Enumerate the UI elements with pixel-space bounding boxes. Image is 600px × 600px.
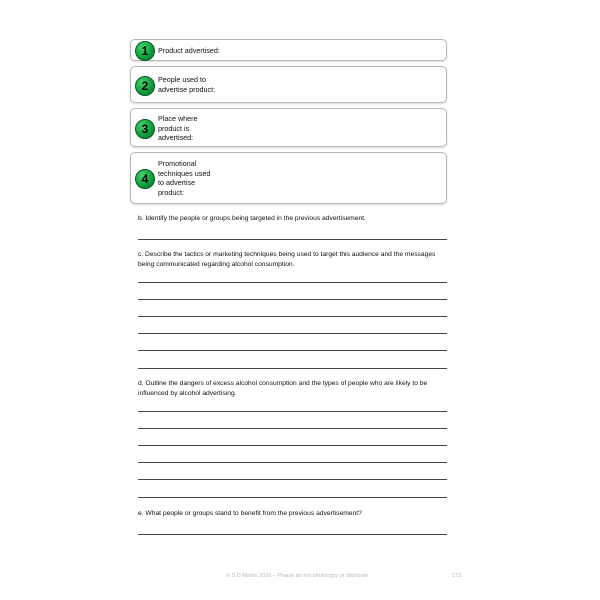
number-badge: 1 [135, 41, 155, 61]
copyright-notice: © S D Martin 2026 – Please do not photocopy or distribute [226, 573, 369, 579]
info-box-place [130, 108, 447, 147]
answer-line[interactable] [138, 368, 447, 369]
answer-line[interactable] [138, 299, 447, 300]
info-box-product [130, 39, 447, 61]
number-badge: 4 [135, 169, 155, 189]
answer-line[interactable] [138, 462, 447, 463]
answer-line[interactable] [138, 282, 447, 283]
answer-line[interactable] [138, 445, 447, 446]
question-b: b. Identify the people or groups being targeted in the previous advertisement. [138, 215, 366, 222]
box-label-product: Product advertised: [158, 46, 220, 55]
answer-line[interactable] [138, 534, 447, 535]
answer-line[interactable] [138, 497, 447, 498]
answer-line[interactable] [138, 316, 447, 317]
question-e: e. What people or groups stand to benefit from the previous advertisement? [138, 510, 362, 517]
answer-line[interactable] [138, 239, 447, 240]
box-label-place: Place where product is advertised: [158, 114, 198, 142]
number-badge: 3 [135, 119, 155, 139]
answer-line[interactable] [138, 479, 447, 480]
box-label-people: People used to advertise product: [158, 75, 216, 94]
question-c: c. Describe the tactics or marketing techniques being used to target this audience and the messages being communicated regarding alcohol consumption. [138, 251, 436, 268]
answer-line[interactable] [138, 411, 447, 412]
page-number: 173 [452, 573, 462, 579]
answer-line[interactable] [138, 333, 447, 334]
answer-line[interactable] [138, 350, 447, 351]
answer-line[interactable] [138, 428, 447, 429]
info-box-techniques [130, 152, 447, 204]
info-box-people [130, 66, 447, 103]
number-badge: 2 [135, 76, 155, 96]
box-label-techniques: Promotional techniques used to advertise product: [158, 159, 211, 197]
question-d: d. Outline the dangers of excess alcohol consumption and the types of people who are likely to be influenced by alcohol advertising. [138, 380, 428, 397]
